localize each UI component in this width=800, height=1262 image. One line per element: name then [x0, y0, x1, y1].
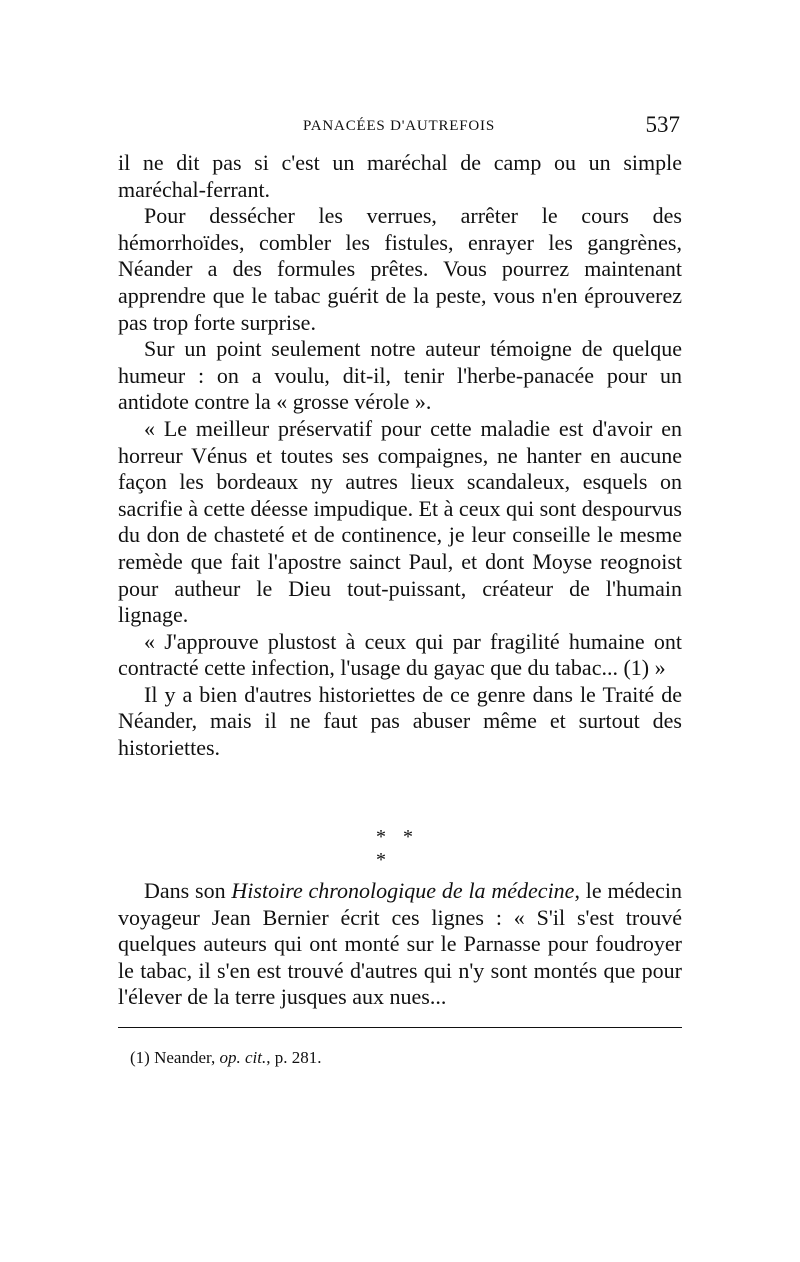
main-text [118, 150, 682, 762]
separator-stars: * * * [376, 826, 419, 871]
paragraph: Il y a bien d'autres historiettes de ce genre dans le Traité de Néander, mais il ne faut pas abuser même et surtout des historiettes. [118, 681, 682, 761]
footnote [130, 1048, 321, 1068]
paragraph-rest: , le médecin voyageur Jean Bernier écrit ces lignes : « S'il s'est trouvé quelques auteurs qui ont monté sur le Parnasse pour foudroyer le tabac, il s'en est trouvé d'autres qui n'y sont montés que pour l'élever de la terre jusques aux nues... [118, 878, 682, 1010]
footnote-page: , p. 281. [266, 1048, 322, 1067]
paragraph: « J'approuve plustost à ceux qui par fragilité humaine ont contracté cette infection, l'usage du gayac que du tabac... (1) » [118, 628, 682, 681]
footnote-rule [118, 1027, 682, 1028]
paragraph: « Le meilleur préservatif pour cette maladie est d'avoir en horreur Vénus et toutes ses compaignes, ne hanter en aucune façon les bordeaux ny autres lieux scandaleux, esquels on sacrifie à cette déesse impudique. Et à ceux qui sont despourvus du don de chasteté et de continence, je leur conseille le mesme remède que fait l'apostre sainct Paul, et dont Moyse reognoist pour autheur le Dieu tout-puissant, créateur de l'humain lignage. [118, 415, 682, 628]
page-number: 537 [645, 112, 680, 137]
running-head: PANACÉES D'AUTREFOIS [303, 118, 495, 134]
section-separator [370, 826, 440, 871]
footnote-marker: (1) Neander, [130, 1048, 220, 1067]
paragraph: Pour dessécher les verrues, arrêter le cours des hémorrhoïdes, combler les fistules, enrayer les gangrènes, Néander a des formules prêtes. Vous pourrez maintenant apprendre que le tabac guérit de la peste, vous n'en éprouverez pas trop forte surprise. [118, 203, 682, 335]
main-text-continued [118, 878, 682, 1011]
paragraph: Sur un point seulement notre auteur témoigne de quelque humeur : on a voulu, dit-il, tenir l'herbe-panacée pour un antidote contre la « grosse vérole ». [118, 336, 682, 415]
book-title: Histoire chronologique de la médecine [231, 878, 575, 903]
paragraph: il ne dit pas si c'est un maréchal de camp ou un simple maréchal-ferrant. [118, 150, 682, 202]
footnote-ref: op. cit. [219, 1048, 267, 1067]
paragraph-lead: Dans son [144, 878, 232, 903]
paragraph [118, 878, 682, 1011]
page-header [118, 112, 680, 140]
